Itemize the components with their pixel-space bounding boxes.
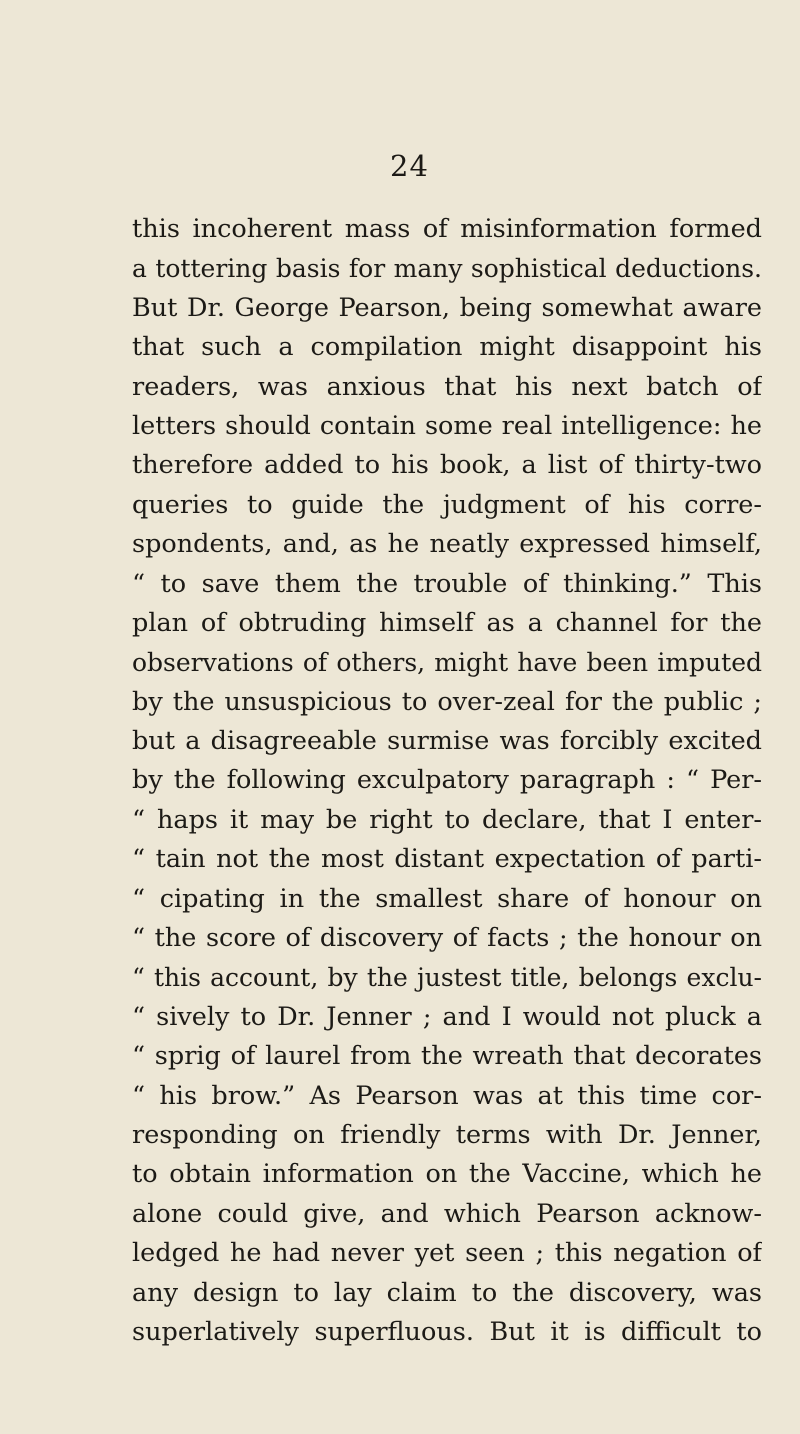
text-line: But Dr. George Pearson, being somewhat aware: [132, 292, 762, 323]
text-line: “ the score of discovery of facts ; the honour on: [132, 923, 762, 954]
text-line: ledged he had never yet seen ; this negation of: [132, 1238, 762, 1269]
text-line: superlatively superfluous. But it is difficult to: [132, 1316, 762, 1347]
text-line: “ to save them the trouble of thinking.” This: [132, 568, 762, 599]
text-line: responding on friendly terms with Dr. Jenner,: [132, 1119, 762, 1150]
text-line: readers, was anxious that his next batch of: [132, 371, 762, 402]
text-line: “ tain not the most distant expectation of parti-: [132, 844, 762, 875]
text-line: observations of others, might have been imputed: [132, 648, 762, 678]
text-line: “ cipating in the smallest share of honour on: [132, 883, 762, 914]
text-line: “ sively to Dr. Jenner ; and I would not pluck a: [132, 1001, 762, 1032]
text-line: but a disagreeable surmise was forcibly excited: [132, 726, 762, 757]
text-line: alone could give, and which Pearson acknow-: [132, 1198, 762, 1229]
text-line: spondents, and, as he neatly expressed himself,: [132, 529, 762, 560]
text-line: by the unsuspicious to over-zeal for the public ;: [132, 686, 762, 717]
body-text: [132, 210, 762, 1352]
text-line: letters should contain some real intelligence: he: [132, 410, 762, 441]
text-line: a tottering basis for many sophistical deductions.: [132, 254, 762, 284]
page-number: 24: [390, 149, 429, 183]
text-line: to obtain information on the Vaccine, which he: [132, 1159, 762, 1190]
text-line: “ his brow.” As Pearson was at this time cor-: [132, 1080, 762, 1111]
text-line: this incoherent mass of misinformation formed: [132, 214, 762, 244]
text-line: plan of obtruding himself as a channel for the: [132, 607, 762, 638]
text-line: therefore added to his book, a list of thirty-two: [132, 450, 762, 481]
text-line: “ this account, by the justest title, belongs exclu-: [132, 963, 762, 993]
text-line: “ sprig of laurel from the wreath that decorates: [132, 1041, 762, 1072]
text-line: that such a compilation might disappoint his: [132, 332, 762, 363]
text-line: “ haps it may be right to declare, that I enter-: [132, 804, 762, 835]
text-line: any design to lay claim to the discovery, was: [132, 1277, 762, 1308]
text-line: queries to guide the judgment of his corre-: [132, 489, 762, 520]
text-line: by the following exculpatory paragraph : “ Per-: [132, 765, 762, 796]
